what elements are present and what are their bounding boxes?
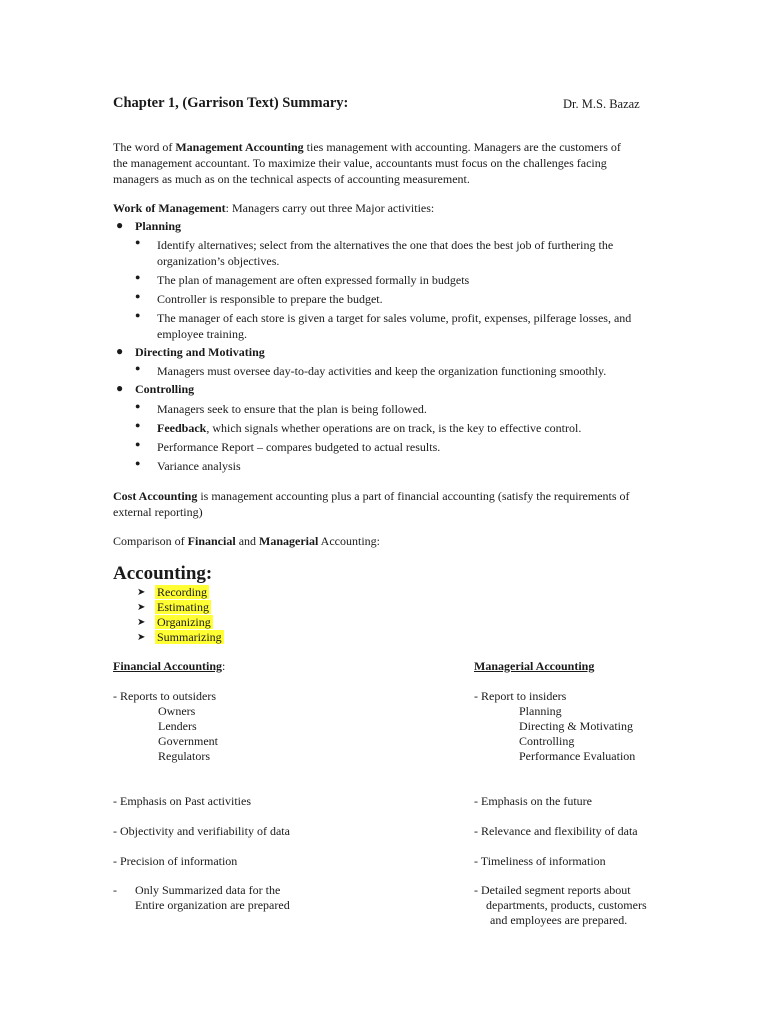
comparison-managerial: Managerial xyxy=(259,534,319,548)
managerial-row-1: - Emphasis on the future xyxy=(474,794,592,808)
financial-sub-regulators: Regulators xyxy=(158,749,210,763)
bullet-icon: ● xyxy=(135,363,141,373)
cost-term: Cost Accounting xyxy=(113,489,198,503)
financial-row-2: - Objectivity and verifiability of data xyxy=(113,824,290,838)
bullet-icon: ● xyxy=(135,420,141,430)
feedback-term: Feedback xyxy=(157,421,207,435)
managerial-heading: Managerial Accounting xyxy=(474,659,595,673)
managerial-last-2: departments, products, customers xyxy=(486,898,647,912)
controlling-label: Controlling xyxy=(135,382,195,396)
work-heading-rest: : Managers carry out three Major activities: xyxy=(225,201,435,215)
accounting-item-summarizing: Summarizing xyxy=(157,630,222,644)
financial-heading: Financial Accounting xyxy=(113,659,223,673)
planning-item-1: Identify alternatives; select from the alternatives the one that does the best job of furthering the xyxy=(157,238,614,252)
managerial-last-3: and employees are prepared. xyxy=(490,913,628,927)
bullet-icon: ● xyxy=(116,344,124,358)
comparison-and: and xyxy=(235,534,260,548)
bullet-icon: ● xyxy=(135,439,141,449)
cost-line2: external reporting) xyxy=(113,505,203,519)
financial-last-2: Entire organization are prepared xyxy=(135,898,290,912)
accounting-title: Accounting: xyxy=(113,563,213,584)
planning-item-2: The plan of management are often expressed formally in budgets xyxy=(157,273,470,287)
accounting-item-estimating: Estimating xyxy=(157,600,209,614)
controlling-item-4: Variance analysis xyxy=(157,459,241,473)
planning-item-4: The manager of each store is given a target for sales volume, profit, expenses, pilferage losses, and xyxy=(157,311,632,325)
managerial-reports: - Report to insiders xyxy=(474,689,567,703)
arrow-bullet-icon: ➤ xyxy=(137,602,146,613)
arrow-bullet-icon: ➤ xyxy=(137,632,146,643)
financial-last-dash: - xyxy=(113,883,117,897)
work-heading-line xyxy=(113,200,434,216)
directing-label: Directing and Motivating xyxy=(135,345,265,359)
directing-item-1: Managers must oversee day-to-day activities and keep the organization functioning smoothly. xyxy=(157,364,607,378)
managerial-sub-performance: Performance Evaluation xyxy=(519,749,636,763)
intro-paragraph xyxy=(113,139,621,187)
planning-item-1b: organization’s objectives. xyxy=(157,254,280,268)
bullet-icon: ● xyxy=(116,381,124,395)
financial-heading-colon: : xyxy=(222,659,226,673)
financial-sub-government: Government xyxy=(158,734,218,748)
comparison-line xyxy=(113,533,380,549)
financial-sub-lenders: Lenders xyxy=(158,719,197,733)
page-title: Chapter 1, (Garrison Text) Summary: xyxy=(113,95,349,111)
feedback-rest: , which signals whether operations are on track, is the key to effective control. xyxy=(206,421,582,435)
financial-row-3: - Precision of information xyxy=(113,854,238,868)
work-heading: Work of Management xyxy=(113,201,226,215)
managerial-last-1: - Detailed segment reports about xyxy=(474,883,631,897)
bullet-icon: ● xyxy=(116,218,124,232)
managerial-heading-line xyxy=(474,659,594,674)
cost-paragraph xyxy=(113,488,630,520)
planning-label: Planning xyxy=(135,219,182,233)
accounting-item-recording: Recording xyxy=(157,585,207,599)
accounting-item-organizing: Organizing xyxy=(157,615,211,629)
bullet-icon: ● xyxy=(135,401,141,411)
controlling-item-1: Managers seek to ensure that the plan is being followed. xyxy=(157,402,427,416)
managerial-row-3: - Timeliness of information xyxy=(474,854,606,868)
bullet-icon: ● xyxy=(135,310,141,320)
intro-term: Management Accounting xyxy=(175,140,304,154)
managerial-sub-controlling: Controlling xyxy=(519,734,575,748)
financial-last-1: Only Summarized data for the xyxy=(135,883,281,897)
managerial-sub-planning: Planning xyxy=(519,704,562,718)
bullet-icon: ● xyxy=(135,272,141,282)
comparison-pre: Comparison of xyxy=(113,534,188,548)
managerial-sub-directing: Directing & Motivating xyxy=(519,719,633,733)
intro-pre: The word of xyxy=(113,140,176,154)
planning-item-4b: employee training. xyxy=(157,327,247,341)
bullet-icon: ● xyxy=(135,291,141,301)
financial-sub-owners: Owners xyxy=(158,704,196,718)
planning-item-3: Controller is responsible to prepare the budget. xyxy=(157,292,383,306)
arrow-bullet-icon: ➤ xyxy=(137,587,146,598)
bullet-icon: ● xyxy=(135,237,141,247)
financial-heading-line xyxy=(113,659,225,674)
managerial-row-2: - Relevance and flexibility of data xyxy=(474,824,638,838)
comparison-post: Accounting: xyxy=(318,534,381,548)
controlling-item-2 xyxy=(157,420,581,436)
financial-reports: - Reports to outsiders xyxy=(113,689,216,703)
intro-line2: the management accountant. To maximize their value, accountants must focus on the challenges facing xyxy=(113,156,607,170)
intro-line3: managers as much as on the technical aspects of accounting measurement. xyxy=(113,172,470,186)
controlling-item-3: Performance Report – compares budgeted to actual results. xyxy=(157,440,441,454)
bullet-icon: ● xyxy=(135,458,141,468)
comparison-financial: Financial xyxy=(187,534,236,548)
intro-line1-rest: ties management with accounting. Managers are the customers of xyxy=(303,140,621,154)
arrow-bullet-icon: ➤ xyxy=(137,617,146,628)
financial-row-1: - Emphasis on Past activities xyxy=(113,794,251,808)
author-name: Dr. M.S. Bazaz xyxy=(563,97,640,111)
cost-line1-rest: is management accounting plus a part of financial accounting (satisfy the requirements of xyxy=(197,489,630,503)
